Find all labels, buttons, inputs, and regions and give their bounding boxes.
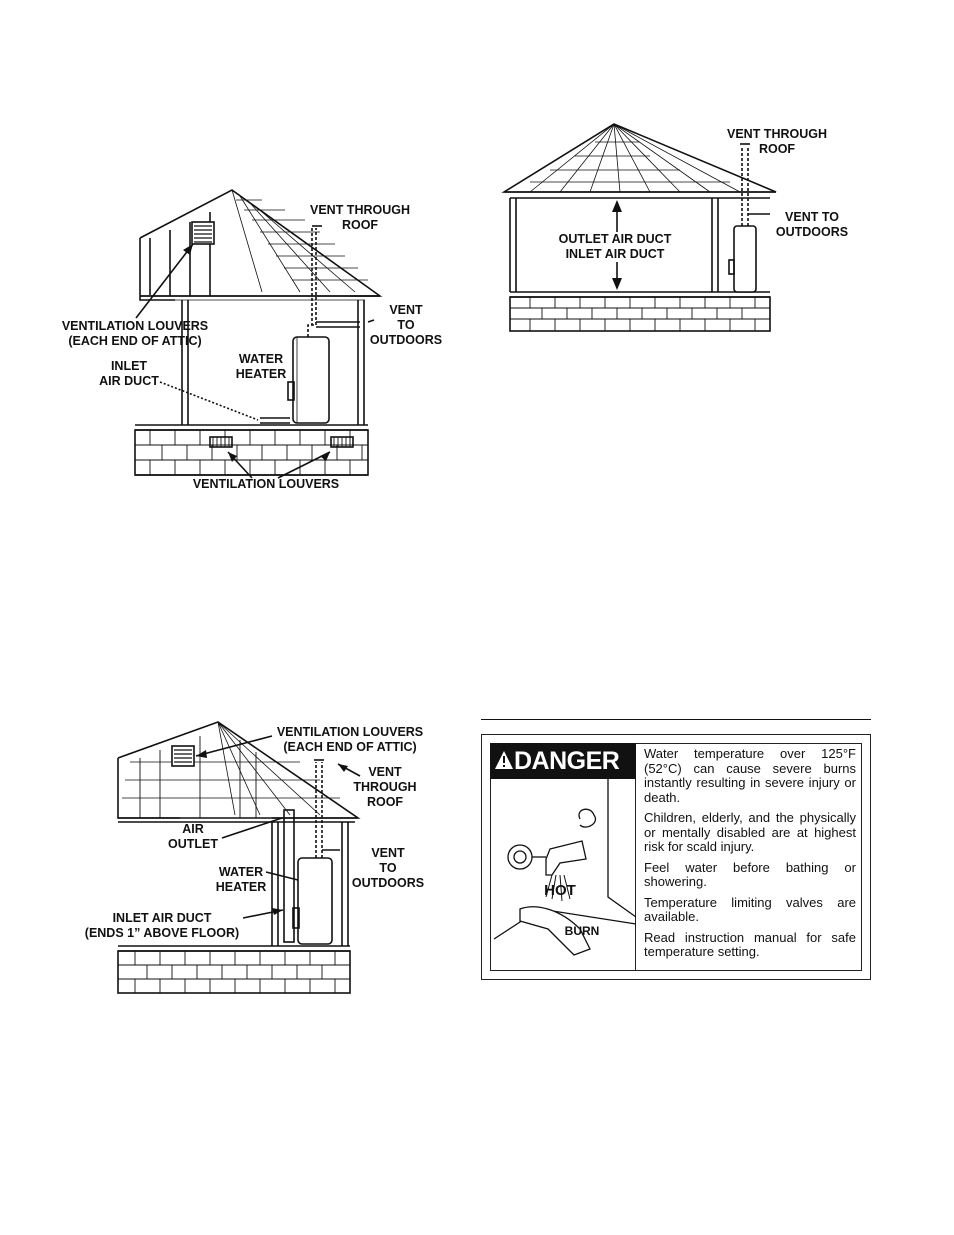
fig2-outlet-text: OUTLET AIR DUCT xyxy=(558,232,672,246)
fig3-vent-roof-line1: VENT xyxy=(368,765,402,779)
fig2-vent-out-line1: VENT TO xyxy=(785,210,839,224)
fig2-inlet-air-duct-label xyxy=(540,247,690,262)
fig1-vent-to-outdoors-label xyxy=(366,303,446,348)
fig3-heater-line1: WATER xyxy=(218,865,264,879)
fig1-water-heater-label xyxy=(226,352,296,382)
fig1-inlet-air-duct-label xyxy=(94,359,164,389)
fig2-vent-out-line2: OUTDOORS xyxy=(775,225,849,239)
fig1-vent-line1: VENT xyxy=(389,303,423,317)
fig2-outlet-air-duct-label xyxy=(540,232,690,247)
danger-label xyxy=(481,734,871,980)
fig1-vent-through-roof-line1: VENT THROUGH xyxy=(310,203,410,217)
danger-paragraph-3: Feel water before bathing or showering. xyxy=(644,859,856,889)
fig1-inlet-line1: INLET xyxy=(110,359,148,373)
fig1-louvers-line1: VENTILATION LOUVERS xyxy=(61,319,209,333)
danger-heading xyxy=(490,743,636,779)
fig2-vent-roof-line2: ROOF xyxy=(758,142,796,156)
figure-attic-crawlspace-drawing xyxy=(0,0,480,500)
figure-attic-crawlspace xyxy=(0,0,480,500)
fig3-air-outlet-line1: AIR xyxy=(182,822,204,836)
fig3-heater-line2: HEATER xyxy=(215,880,267,894)
burn-word: BURN xyxy=(564,924,600,938)
fig3-vent-through-roof-label xyxy=(345,765,425,810)
fig2-vent-through-roof-label xyxy=(722,127,832,157)
scald-hazard-illustration xyxy=(490,779,636,971)
fig1-vent-line3: OUTDOORS xyxy=(369,333,443,347)
fig1-louvers-line2: (EACH END OF ATTIC) xyxy=(68,334,202,348)
fig3-inlet-line1: INLET AIR DUCT xyxy=(112,911,212,925)
fig3-vent-to-outdoors-label xyxy=(348,846,428,891)
danger-paragraph-2: Children, elderly, and the physically or mentally disabled are at highest risk for scald injury. xyxy=(644,810,856,854)
fig3-air-outlet-line2: OUTLET xyxy=(168,837,218,851)
fig2-inlet-text: INLET AIR DUCT xyxy=(565,247,665,261)
fig3-vent-out-line1: VENT xyxy=(371,846,405,860)
danger-heading-text: DANGER xyxy=(514,747,620,775)
fig3-inlet-air-duct-label xyxy=(72,911,252,941)
fig3-vent-out-line3: OUTDOORS xyxy=(351,876,425,890)
figure-attic-duct-floor xyxy=(0,700,480,1010)
section-divider xyxy=(481,719,871,720)
fig3-vent-roof-line3: ROOF xyxy=(366,795,404,809)
fig3-inlet-line2: (ENDS 1” ABOVE FLOOR) xyxy=(84,926,240,940)
danger-message xyxy=(644,747,856,966)
fig3-vent-roof-line2: THROUGH xyxy=(353,780,417,794)
fig1-inlet-line2: AIR DUCT xyxy=(99,374,159,388)
faucet-hand-drawing xyxy=(490,779,636,971)
fig1-vent-through-roof-line2: ROOF xyxy=(341,218,379,232)
fig1-heater-line1: WATER xyxy=(238,352,284,366)
danger-paragraph-4: Temperature limiting valves are available. xyxy=(644,894,856,924)
warning-triangle-icon xyxy=(494,743,514,779)
fig3-water-heater-label xyxy=(206,865,276,895)
fig3-ventilation-louvers-attic-label xyxy=(270,725,430,755)
danger-paragraph-5: Read instruction manual for safe temperature setting. xyxy=(644,929,856,959)
fig1-ventilation-louvers-bottom-label xyxy=(186,477,346,492)
fig1-ventilation-louvers-attic-label xyxy=(55,319,215,349)
figure-ducted-ceiling-drawing xyxy=(480,0,954,360)
fig3-louvers-line1: VENTILATION LOUVERS xyxy=(276,725,424,739)
hot-word: HOT xyxy=(544,882,576,899)
fig3-vent-out-line2: TO xyxy=(379,861,397,875)
figure-ducted-ceiling xyxy=(480,0,954,360)
fig1-bottom-louvers-text: VENTILATION LOUVERS xyxy=(192,477,340,491)
fig2-vent-to-outdoors-label xyxy=(772,210,852,240)
fig3-louvers-line2: (EACH END OF ATTIC) xyxy=(283,740,417,754)
fig1-heater-line2: HEATER xyxy=(235,367,287,381)
fig3-air-outlet-label xyxy=(158,822,228,852)
danger-paragraph-1: Water temperature over 125°F (52°C) can cause severe burns instantly resulting in severe injury or death. xyxy=(644,746,856,805)
fig2-vent-roof-line1: VENT THROUGH xyxy=(727,127,827,141)
fig1-vent-through-roof-label xyxy=(300,203,420,233)
fig1-vent-line2: TO xyxy=(397,318,415,332)
